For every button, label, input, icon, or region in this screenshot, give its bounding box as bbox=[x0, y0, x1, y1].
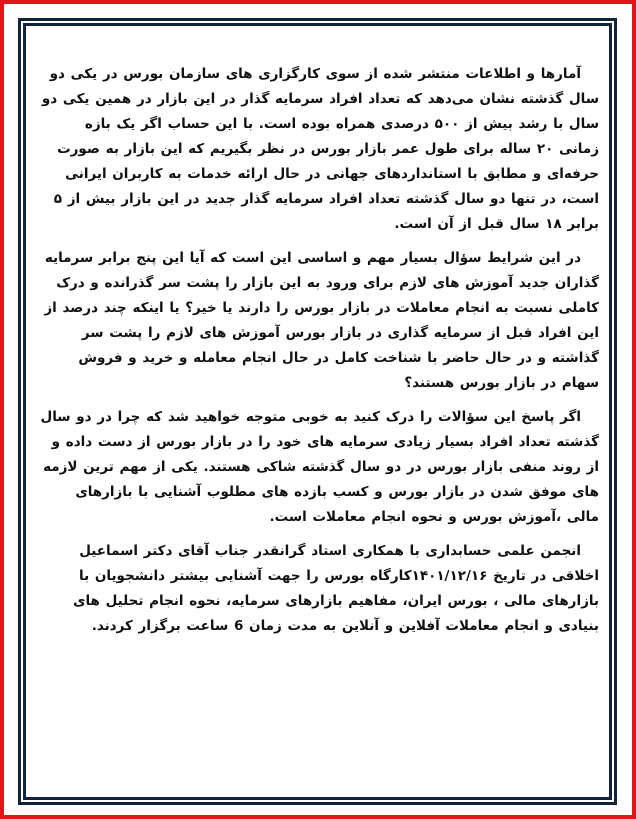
paragraph-statistics: آمارها و اطلاعات منتشر شده از سوی کارگزاری های سازمان بورس در یکی دو سال گذشته نشان می‌دهد که تعداد افراد سرمایه گذار در این بازار در همین یکی دو سال با رشد بیش از ۵۰۰ درصدی همراه بوده است. با این حساب اگر یک بازه زمانی ۲۰ ساله برای طول عمر بازار بورس در نظر بگیریم که این بازار به صورت حرفه‌ای و مطابق با استانداردهای جهانی در حال ارائه خدمات به کاربران ایرانی است، در تنها دو سال گذشته تعداد افراد سرمایه گذار جدید در این بازار بیش از ۵ برابر ۱۸ سال قبل از آن است. bbox=[41, 66, 599, 232]
paragraph-workshop-announcement: انجمن علمی حسابداری با همکاری استاد گرانقدر جناب آقای دکتر اسماعیل اخلاقی در تاریخ ۱۴۰۱/۱۲/۱۶کارگاه بورس را جهت آشنایی بیشتر دانشجویان با بازارهای مالی ، بورس ایران، مفاهیم بازارهای سرمایه، نحوه انجام تحلیل های بنیادی و انجام معاملات آفلاین و آنلاین به مدت زمان 6 ساعت برگزار کردند. bbox=[73, 543, 599, 634]
paragraph-question: در این شرایط سؤال بسیار مهم و اساسی این است که آیا این پنج برابر سرمایه گذاران جدید آموزش های لازم برای ورود به این بازار را پشت سر گذرانده و درک کاملی نسبت به انجام معاملات در بازار بورس را دارند یا خیر؟ یا اینکه چند درصد از این افراد قبل از سرمایه گذاری در بازار بورس آموزش های لازم را پشت سر گذاشته و در حال حاضر با شناخت کامل در حال انجام معامله و خرید و فروش سهام در بازار بورس هستند؟ bbox=[44, 250, 599, 391]
inner-navy-frame bbox=[18, 18, 617, 805]
document-body bbox=[26, 26, 609, 668]
paragraph-answer: اگر پاسخ این سؤالات را درک کنید به خوبی متوجه خواهید شد که چرا در دو سال گذشته تعداد افراد بسیار زیادی سرمایه های خود را در بازار بورس از دست داده و از روند منفی بازار بورس در دو سال گذشته شاکی هستند. یکی از مهم ترین لازمه های موفق شدن در بازار بورس و کسب بازده های مطلوب آشنایی با بازارهای مالی ،آموزش بورس و نحوه انجام معاملات است. bbox=[40, 409, 599, 525]
